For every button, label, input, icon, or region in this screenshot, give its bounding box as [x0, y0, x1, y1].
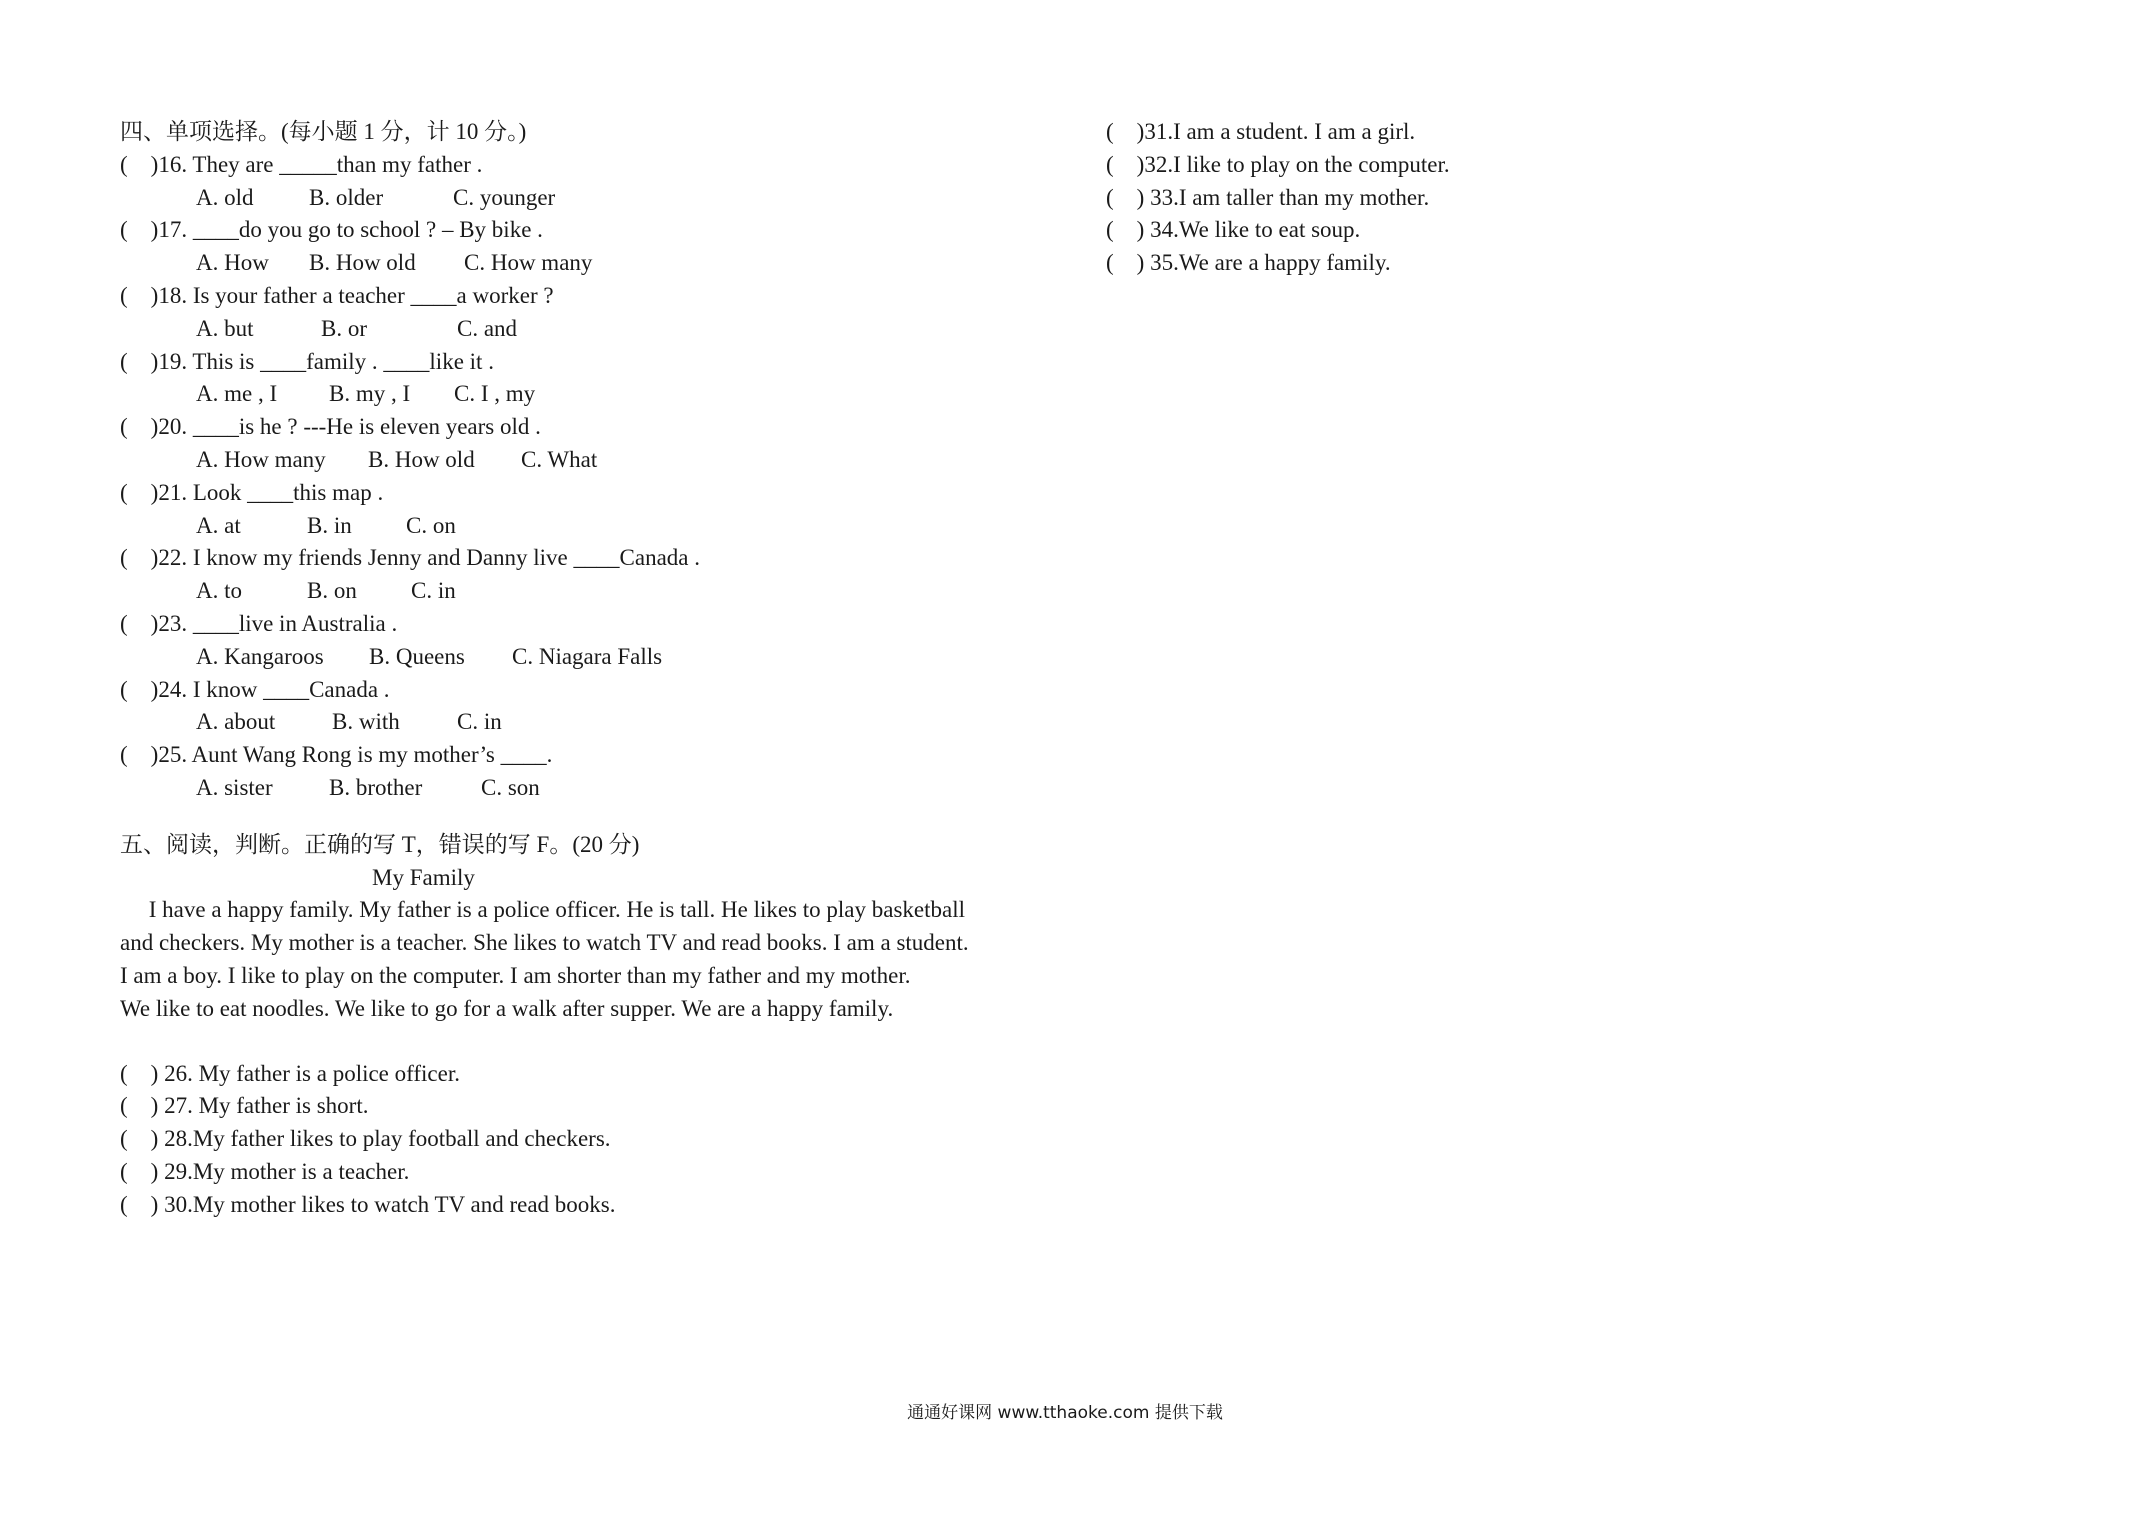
question-options	[120, 706, 1080, 739]
option-a: A. How many	[196, 446, 326, 472]
option-a: A. How	[196, 250, 269, 276]
question-options	[120, 575, 1080, 608]
judgement-item: ( ) 30.My mother likes to watch TV and read books.	[120, 1191, 616, 1217]
question-stem: ( )24. I know ____Canada .	[120, 676, 390, 702]
passage-line: We like to eat noodles. We like to go for a walk after supper. We are a happy family.	[120, 995, 894, 1021]
question-options	[120, 444, 1080, 477]
passage-line: I am a boy. I like to play on the computer. I am shorter than my father and my mother.	[120, 962, 911, 988]
question-stem: ( )22. I know my friends Jenny and Danny live ____Canada .	[120, 545, 700, 571]
passage-title: My Family	[372, 864, 475, 890]
judgement-item: ( ) 28.My father likes to play football and checkers.	[120, 1126, 611, 1152]
question-stem: ( )23. ____live in Australia .	[120, 610, 398, 636]
option-b: B. How old	[309, 250, 416, 276]
option-c: C. in	[411, 578, 456, 604]
option-a: A. old	[196, 184, 254, 210]
section4-heading: 四、单项选择。(每小题 1 分，计 10 分。)	[120, 119, 527, 144]
page-footer	[0, 1398, 2150, 1423]
question-options	[120, 641, 1080, 674]
left-column	[120, 116, 1080, 1222]
judgement-list-right	[1106, 116, 2006, 280]
option-a: A. Kangaroos	[196, 643, 324, 669]
option-c: C. I , my	[454, 381, 536, 407]
option-a: A. at	[196, 512, 241, 538]
option-b: B. on	[307, 578, 357, 604]
question-stem: ( )17. ____do you go to school ? – By bike .	[120, 217, 543, 243]
question-options	[120, 378, 1080, 411]
question-options	[120, 313, 1080, 346]
question-options	[120, 182, 1080, 215]
judgement-item: ( ) 26. My father is a police officer.	[120, 1060, 460, 1086]
judgement-item: ( ) 29.My mother is a teacher.	[120, 1158, 410, 1184]
judgement-item: ( ) 33.I am taller than my mother.	[1106, 184, 1430, 210]
option-c: C. son	[481, 774, 540, 800]
spacer	[120, 805, 1080, 829]
judgement-item: ( )31.I am a student. I am a girl.	[1106, 119, 1416, 144]
option-c: C. in	[457, 709, 502, 735]
option-a: A. about	[196, 709, 276, 735]
option-a: A. me , I	[196, 381, 278, 407]
spacer	[120, 1026, 1080, 1058]
judgement-item: ( ) 34.We like to eat soup.	[1106, 217, 1361, 243]
question-stem: ( )20. ____is he ? ---He is eleven years old .	[120, 414, 541, 440]
question-options	[120, 510, 1080, 543]
question-stem: ( )18. Is your father a teacher ____a worker ?	[120, 282, 554, 308]
option-a: A. but	[196, 315, 254, 341]
option-c: C. What	[521, 446, 598, 472]
option-a: A. to	[196, 578, 242, 604]
section5-heading: 五、阅读，判断。正确的写 T，错误的写 F。(20 分)	[120, 831, 640, 857]
option-b: B. older	[309, 184, 384, 210]
option-c: C. on	[406, 512, 456, 538]
judgement-item: ( ) 35.We are a happy family.	[1106, 250, 1391, 276]
judgement-item: ( )32.I like to play on the computer.	[1106, 151, 1450, 177]
passage-line: and checkers. My mother is a teacher. She likes to watch TV and read books. I am a student.	[120, 930, 969, 956]
option-b: B. Queens	[369, 643, 465, 669]
passage-line: I have a happy family. My father is a police officer. He is tall. He likes to play basketball	[120, 897, 965, 923]
option-b: B. How old	[368, 446, 475, 472]
option-b: B. with	[332, 709, 400, 735]
option-c: C. and	[457, 315, 518, 341]
reading-passage	[120, 894, 1080, 1025]
question-stem: ( )21. Look ____this map .	[120, 479, 384, 505]
right-column	[1106, 116, 2006, 280]
question-options	[120, 247, 1080, 280]
judgement-item: ( ) 27. My father is short.	[120, 1093, 369, 1119]
option-c: C. younger	[453, 184, 556, 210]
question-stem: ( )16. They are _____than my father .	[120, 151, 483, 177]
option-c: C. How many	[464, 250, 593, 276]
option-a: A. sister	[196, 774, 273, 800]
question-stem: ( )19. This is ____family . ____like it .	[120, 348, 494, 374]
judgement-list-left	[120, 1058, 1080, 1222]
multiple-choice-list	[120, 149, 1080, 805]
option-b: B. or	[321, 315, 367, 341]
footer-text: 通通好课网 www.tthaoke.com 提供下载	[907, 1403, 1223, 1423]
option-b: B. my , I	[329, 381, 411, 407]
question-stem: ( )25. Aunt Wang Rong is my mother’s ____.	[120, 742, 553, 768]
option-b: B. brother	[329, 774, 423, 800]
question-options	[120, 772, 1080, 805]
option-b: B. in	[307, 512, 352, 538]
option-c: C. Niagara Falls	[512, 643, 663, 669]
